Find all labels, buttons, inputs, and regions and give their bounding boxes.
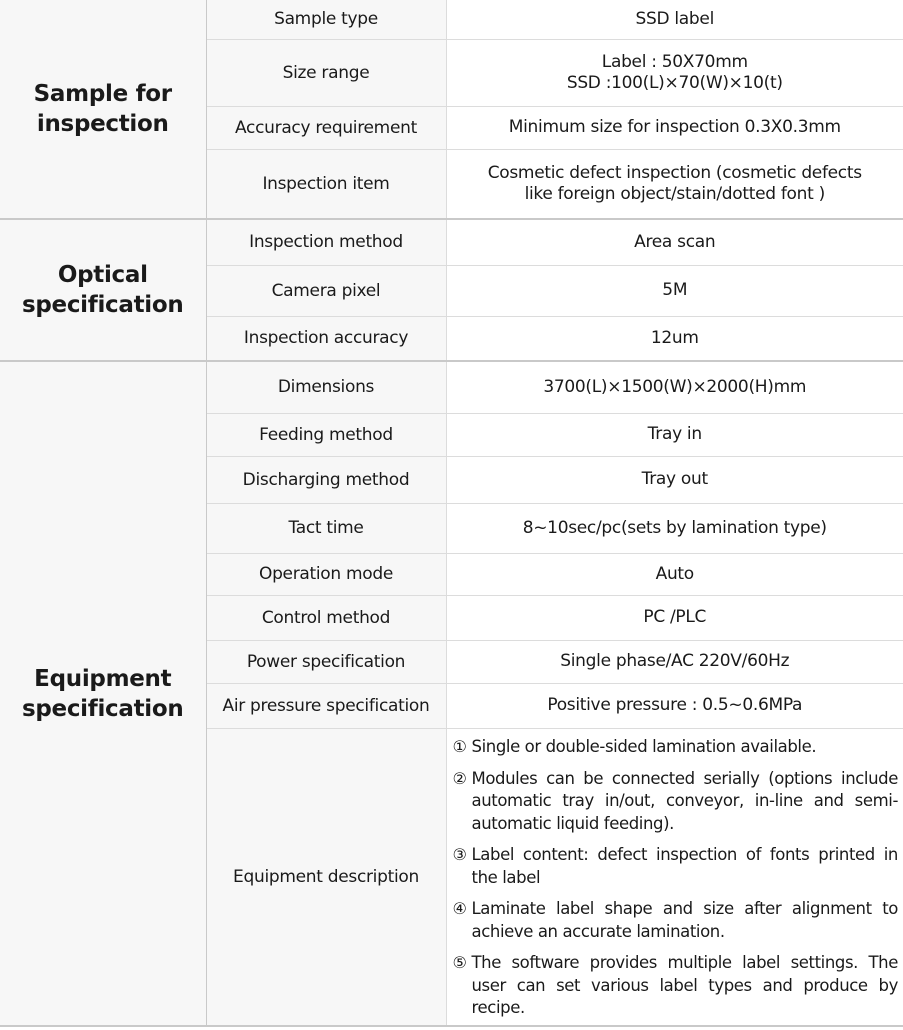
description-item xyxy=(453,736,899,759)
row-value: Positive pressure : 0.5~0.6MPa xyxy=(446,683,903,728)
row-label: Power specification xyxy=(206,640,446,683)
item-text: The software provides multiple label settings. The user can set various label types and produce by recipe. xyxy=(471,953,898,1017)
value-line: like foreign object/stain/dotted font ) xyxy=(524,183,825,204)
row-label: Inspection method xyxy=(206,219,446,265)
row-value: 5M xyxy=(446,265,903,316)
row-label: Operation mode xyxy=(206,553,446,595)
group-title-equipment xyxy=(0,361,206,1026)
row-value: Area scan xyxy=(446,219,903,265)
item-number: ⑤ xyxy=(452,953,467,972)
row-value: Auto xyxy=(446,553,903,595)
row-label: Accuracy requirement xyxy=(206,106,446,149)
description-item xyxy=(453,898,899,943)
row-label: Equipment description xyxy=(206,728,446,1026)
row-value: 12um xyxy=(446,316,903,361)
item-number: ③ xyxy=(452,845,467,864)
row-value: 3700(L)×1500(W)×2000(H)mm xyxy=(446,361,903,413)
description-item xyxy=(453,844,899,889)
group-title-optical xyxy=(0,219,206,361)
group-title-sample xyxy=(0,0,206,219)
item-text: Label content: defect inspection of fonts printed in the label xyxy=(471,845,898,887)
row-value: Single phase/AC 220V/60Hz xyxy=(446,640,903,683)
value-line: SSD :100(L)×70(W)×10(t) xyxy=(566,72,783,93)
item-number: ④ xyxy=(452,899,467,918)
row-label: Inspection item xyxy=(206,149,446,219)
item-text: Modules can be connected serially (options include automatic tray in/out, conveyor, in-line and semi-automatic liquid feeding). xyxy=(471,768,898,833)
description-item xyxy=(453,768,899,836)
row-label: Sample type xyxy=(206,0,446,39)
group-title-text: Equipment specification xyxy=(22,665,184,722)
group-title-text: Optical specification xyxy=(22,262,184,318)
row-value: Tray out xyxy=(446,456,903,503)
row-label: Dimensions xyxy=(206,361,446,413)
row-label: Air pressure specification xyxy=(206,683,446,728)
row-label: Discharging method xyxy=(206,456,446,503)
row-value: SSD label xyxy=(446,0,903,39)
row-value xyxy=(446,149,903,219)
value-line: Label : 50X70mm xyxy=(601,51,748,72)
equipment-description xyxy=(446,728,903,1026)
group-title-text: Sample for inspection xyxy=(33,81,172,137)
item-text: Laminate label shape and size after alignment to achieve an accurate lamination. xyxy=(471,899,898,941)
row-label: Tact time xyxy=(206,503,446,553)
row-value: Tray in xyxy=(446,413,903,456)
row-value xyxy=(446,39,903,106)
row-label: Camera pixel xyxy=(206,265,446,316)
row-label: Size range xyxy=(206,39,446,106)
description-item xyxy=(453,952,899,1020)
row-label: Control method xyxy=(206,595,446,640)
item-number: ① xyxy=(452,737,467,756)
item-text: Single or double-sided lamination available. xyxy=(471,737,817,756)
item-number: ② xyxy=(452,768,467,788)
row-label: Feeding method xyxy=(206,413,446,456)
row-value: Minimum size for inspection 0.3X0.3mm xyxy=(446,106,903,149)
row-label: Inspection accuracy xyxy=(206,316,446,361)
value-line: Cosmetic defect inspection (cosmetic defects xyxy=(487,162,862,183)
row-value: 8~10sec/pc(sets by lamination type) xyxy=(446,503,903,553)
row-value: PC /PLC xyxy=(446,595,903,640)
